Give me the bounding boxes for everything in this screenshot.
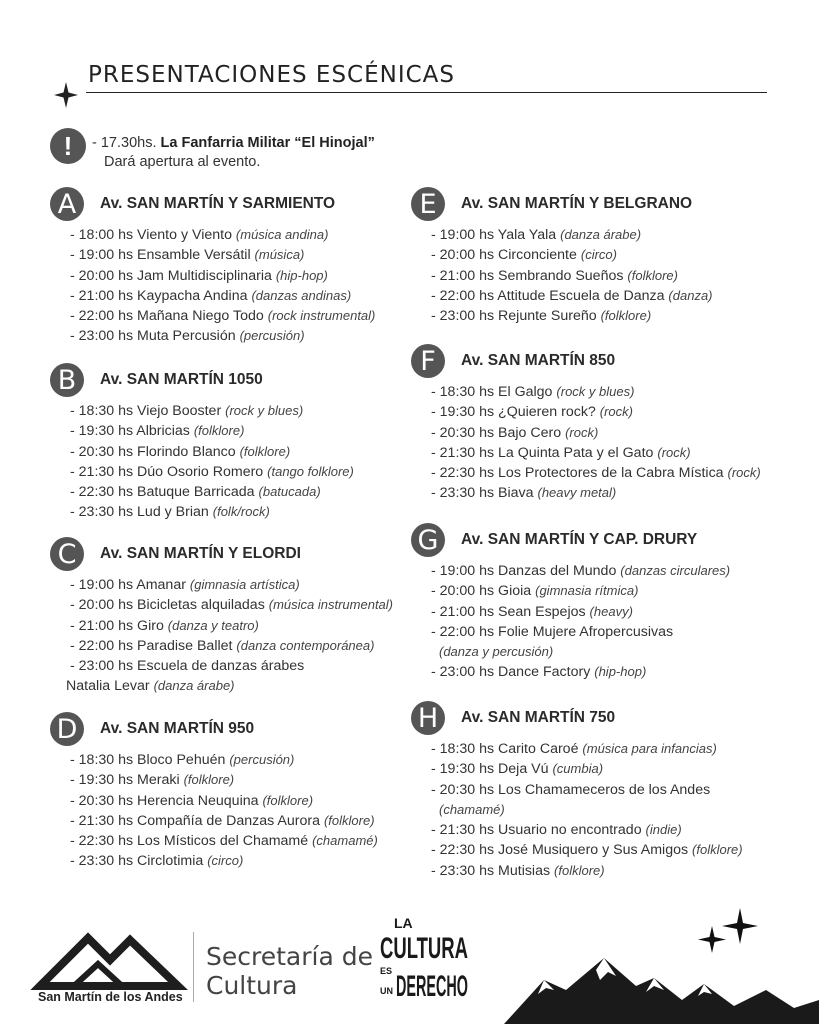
schedule-item-text: - 19:30 hs Deja Vú: [431, 761, 549, 778]
schedule-item-genre: (chamamé): [312, 833, 378, 849]
venue-letter-badge: F: [411, 344, 445, 378]
schedule-item-genre: (rock y blues): [556, 384, 635, 399]
schedule-item-text: - 20:30 hs Herencia Neuquina: [70, 792, 259, 809]
schedule-item-genre: (folklore): [193, 423, 245, 439]
schedule-item-genre: (danza): [668, 287, 713, 303]
schedule-item-genre: (gimnasia artística): [189, 577, 300, 592]
schedule-item-text: - 21:00 hs Sembrando Sueños: [431, 267, 624, 284]
schedule-item-text: - 22:00 hs Mañana Niego Todo: [70, 308, 264, 325]
schedule-item: [50, 245, 430, 265]
venue-block-c: [50, 537, 430, 697]
schedule-item: [411, 561, 791, 581]
schedule-item-genre: (circo): [207, 853, 244, 869]
schedule-item-text: - 21:30 hs La Quinta Pata y el Gato: [431, 444, 654, 461]
schedule-item-genre: (folklore): [600, 308, 652, 324]
schedule-item-text: - 19:00 hs Amanar: [70, 577, 186, 593]
cultura-derecho-logo: [378, 914, 470, 1003]
schedule-item-genre: (danza árabe): [153, 678, 235, 694]
venue-block-b: [50, 363, 430, 523]
mountain-logo-icon: [38, 928, 180, 990]
schedule-item-text: - 21:30 hs Dúo Osorio Romero: [70, 463, 264, 480]
schedule-item: [411, 382, 791, 402]
schedule-item-text: - 23:30 hs Circlotimia: [70, 853, 204, 870]
schedule-list: [50, 575, 430, 697]
schedule-item: [50, 656, 430, 676]
schedule-list: [411, 225, 791, 326]
schedule-item-genre: (hip-hop): [275, 267, 328, 283]
schedule-item: [50, 750, 430, 770]
schedule-item-text: - 22:30 hs Los Místicos del Chamamé: [70, 833, 309, 850]
schedule-list: [411, 561, 791, 683]
schedule-item: [411, 800, 791, 820]
schedule-item: [411, 581, 791, 601]
schedule-item-text: - 22:00 hs Paradise Ballet: [70, 637, 233, 654]
schedule-item-text: - 23:00 hs Dance Factory: [431, 664, 591, 681]
schedule-item-genre: (folklore): [627, 267, 678, 283]
venue-location: Av. SAN MARTÍN 950: [100, 720, 255, 737]
venue-header: [411, 344, 791, 378]
schedule-item-genre: (música para infancias): [582, 741, 717, 756]
schedule-item-text: - 21:00 hs Giro: [70, 617, 164, 634]
venue-header: [50, 712, 430, 746]
schedule-item: [50, 831, 430, 851]
schedule-item: [50, 575, 430, 595]
schedule-item-text: - 23:30 hs Lud y Brian: [70, 504, 209, 521]
schedule-item-genre: (folklore): [183, 772, 235, 788]
schedule-item: [50, 811, 430, 831]
footer-separator: [193, 932, 194, 1002]
venue-letter-badge: G: [411, 523, 445, 557]
schedule-item-text: - 23:30 hs Biava: [431, 485, 534, 502]
schedule-item-text: - 20:30 hs Florindo Blanco: [70, 443, 236, 460]
venue-header: [50, 363, 430, 397]
schedule-item-text: - 20:00 hs Circonciente: [431, 247, 577, 264]
svg-text:ES: ES: [380, 966, 393, 976]
schedule-item: [411, 266, 791, 286]
venue-letter-badge: A: [50, 187, 84, 221]
schedule-item: [50, 421, 430, 441]
schedule-item: [411, 443, 791, 463]
opening-time: - 17.30hs.: [92, 135, 157, 151]
schedule-item: [411, 602, 791, 622]
schedule-item: [411, 245, 791, 265]
schedule-item: [50, 306, 430, 326]
schedule-item-genre: (circo): [580, 247, 617, 263]
schedule-item-genre: (danza y percusión): [439, 644, 554, 660]
schedule-item-genre: (folklore): [554, 862, 605, 878]
svg-text:LA: LA: [394, 915, 413, 931]
schedule-item: [411, 402, 791, 422]
secretaria-line-2: Cultura: [206, 971, 298, 1000]
schedule-item-genre: (folklore): [323, 812, 375, 828]
schedule-item-text: - 22:30 hs Batuque Barricada: [70, 484, 255, 501]
schedule-item-text: - 20:00 hs Bicicletas alquiladas: [70, 597, 265, 614]
schedule-item-genre: (heavy): [589, 603, 633, 619]
schedule-item: [411, 759, 791, 779]
schedule-item: [50, 482, 430, 502]
schedule-item-text: Natalia Levar: [66, 678, 150, 695]
schedule-item-text: - 21:00 hs Sean Espejos: [431, 603, 586, 620]
schedule-item: [50, 616, 430, 636]
schedule-item: [50, 636, 430, 656]
municipality-name: San Martín de los Andes: [38, 990, 183, 1004]
schedule-item-genre: (rock): [727, 465, 761, 481]
venue-block-e: [411, 187, 791, 326]
schedule-item-genre: (rock y blues): [225, 403, 304, 418]
schedule-item-genre: (rock): [565, 424, 599, 440]
venue-header: [50, 537, 430, 571]
schedule-item-text: - 22:00 hs Attitude Escuela de Danza: [431, 287, 665, 304]
schedule-item-text: - 19:00 hs Ensamble Versátil: [70, 247, 251, 264]
schedule-item: [50, 676, 430, 696]
schedule-list: [50, 750, 430, 872]
schedule-item: [50, 595, 430, 615]
schedule-item: [50, 286, 430, 306]
schedule-item-genre: (chamamé): [439, 801, 505, 817]
schedule-item: [411, 306, 791, 326]
schedule-item: [50, 401, 430, 421]
secretaria-line-1: Secretaría de: [206, 942, 373, 971]
schedule-item: [411, 642, 791, 662]
schedule-item-text: - 19:30 hs ¿Quieren rock?: [431, 404, 596, 421]
svg-text:UN: UN: [380, 986, 393, 996]
venue-location: Av. SAN MARTÍN 1050: [100, 371, 263, 388]
page-title: PRESENTACIONES ESCÉNICAS: [88, 62, 456, 88]
schedule-item: [50, 770, 430, 790]
venue-letter-badge: B: [50, 363, 84, 397]
schedule-item: [50, 791, 430, 811]
schedule-item-text: - 19:00 hs Yala Yala: [431, 227, 557, 243]
venue-location: Av. SAN MARTÍN 750: [461, 709, 616, 726]
schedule-item-text: - 20:30 hs Bajo Cero: [431, 424, 562, 441]
venue-block-g: [411, 523, 791, 683]
schedule-item-text: - 19:00 hs Danzas del Mundo: [431, 563, 617, 579]
sparkle-icon: [54, 82, 78, 108]
venue-block-a: [50, 187, 430, 347]
schedule-item-text: - 23:30 hs Mutisias: [431, 862, 551, 879]
schedule-item-genre: (hip-hop): [594, 664, 647, 680]
schedule-item: [411, 423, 791, 443]
schedule-item-text: - 23:00 hs Muta Percusión: [70, 328, 236, 345]
schedule-item-text: - 21:30 hs Usuario no encontrado: [431, 822, 642, 839]
schedule-item-genre: (música): [254, 247, 305, 263]
schedule-item-genre: (batucada): [258, 484, 321, 500]
schedule-item: [50, 326, 430, 346]
venue-location: Av. SAN MARTÍN Y ELORDI: [100, 545, 301, 562]
schedule-item: [411, 861, 791, 881]
schedule-item-text: - 18:00 hs Viento y Viento: [70, 227, 232, 243]
schedule-item-genre: (gimnasia rítmica): [535, 583, 639, 599]
schedule-item: [411, 483, 791, 503]
title-divider: [86, 92, 767, 93]
venue-header: [411, 523, 791, 557]
venue-location: Av. SAN MARTÍN Y BELGRANO: [461, 195, 693, 212]
schedule-list: [50, 401, 430, 523]
schedule-item: [50, 266, 430, 286]
venue-location: Av. SAN MARTÍN Y SARMIENTO: [100, 195, 336, 212]
venue-block-h: [411, 701, 791, 881]
opening-note: Dará apertura al evento.: [104, 154, 261, 170]
venue-header: [411, 187, 791, 221]
schedule-item: [411, 739, 791, 759]
schedule-item-text: - 19:30 hs Albricias: [70, 423, 190, 440]
venue-letter-badge: E: [411, 187, 445, 221]
schedule-item-text: - 23:00 hs Rejunte Sureño: [431, 308, 597, 325]
venue-location: Av. SAN MARTÍN 850: [461, 352, 616, 369]
schedule-item: [411, 225, 791, 245]
schedule-item-text: - 20:00 hs Jam Multidisciplinaria: [70, 267, 272, 284]
schedule-item-genre: (rock instrumental): [267, 308, 376, 324]
secretaria-text: [206, 942, 373, 1000]
schedule-list: [411, 739, 791, 881]
schedule-item-genre: (danza contemporánea): [236, 637, 375, 653]
schedule-item-text: - 20:30 hs Los Chamameceros de los Andes: [431, 781, 711, 798]
schedule-item-text: - 18:30 hs El Galgo: [431, 384, 553, 400]
schedule-item: [50, 442, 430, 462]
schedule-item: [50, 851, 430, 871]
schedule-item: [411, 622, 791, 642]
schedule-item-text: - 19:30 hs Meraki: [70, 772, 180, 789]
schedule-item-genre: (percusión): [229, 752, 295, 767]
venue-letter-badge: D: [50, 712, 84, 746]
opening-performer: La Fanfarria Militar “El Hinojal”: [160, 135, 375, 151]
schedule-item-genre: (música andina): [235, 227, 329, 242]
schedule-item: [411, 820, 791, 840]
svg-text:DERECHO: DERECHO: [396, 970, 468, 1003]
schedule-item-genre: (danza árabe): [560, 227, 642, 242]
schedule-item-text: - 22:30 hs Los Protectores de la Cabra Mística: [431, 465, 724, 482]
svg-text:CULTURA: CULTURA: [380, 932, 468, 965]
opening-act: [92, 134, 375, 172]
schedule-item: [411, 662, 791, 682]
schedule-item: [50, 225, 430, 245]
schedule-item-genre: (danzas circulares): [620, 563, 731, 578]
schedule-item-genre: (folklore): [262, 792, 314, 808]
schedule-item-genre: (heavy metal): [537, 485, 617, 501]
schedule-item-genre: (danzas andinas): [251, 287, 352, 303]
schedule-item-text: - 22:00 hs Folie Mujere Afropercusivas: [431, 623, 674, 640]
schedule-item-text: - 20:00 hs Gioia: [431, 583, 532, 600]
schedule-item-text: - 23:00 hs Escuela de danzas árabes: [70, 658, 305, 675]
schedule-item-genre: (rock): [599, 404, 633, 420]
venue-letter-badge: H: [411, 701, 445, 735]
schedule-item-genre: (folk/rock): [212, 504, 270, 520]
schedule-item-genre: (percusión): [239, 328, 305, 344]
schedule-item-genre: (folklore): [692, 842, 743, 858]
schedule-item-genre: (indie): [645, 822, 682, 838]
schedule-item: [411, 840, 791, 860]
schedule-item-text: - 18:30 hs Viejo Booster: [70, 403, 222, 419]
schedule-item-text: - 21:30 hs Compañía de Danzas Aurora: [70, 812, 321, 829]
schedule-list: [50, 225, 430, 347]
schedule-item-text: - 18:30 hs Bloco Pehuén: [70, 752, 226, 768]
venue-header: [50, 187, 430, 221]
schedule-item-genre: (danza y teatro): [167, 617, 259, 633]
venue-location: Av. SAN MARTÍN Y CAP. DRURY: [461, 531, 698, 548]
schedule-item: [411, 286, 791, 306]
schedule-item-genre: (cumbia): [552, 761, 604, 777]
schedule-item: [50, 462, 430, 482]
schedule-item: [50, 502, 430, 522]
venue-letter-badge: C: [50, 537, 84, 571]
venue-block-d: [50, 712, 430, 872]
schedule-item: [411, 463, 791, 483]
mountains-illustration: [504, 950, 819, 1024]
exclamation-icon: !: [50, 128, 86, 164]
schedule-item-genre: (rock): [657, 444, 691, 460]
schedule-item-genre: (tango folklore): [267, 463, 354, 479]
schedule-item-genre: (música instrumental): [268, 597, 394, 613]
venue-block-f: [411, 344, 791, 504]
venue-header: [411, 701, 791, 735]
schedule-list: [411, 382, 791, 504]
schedule-item-text: - 18:30 hs Carito Caroé: [431, 741, 579, 757]
schedule-item-text: - 21:00 hs Kaypacha Andina: [70, 287, 248, 304]
schedule-item: [411, 780, 791, 800]
schedule-item-genre: (folklore): [239, 443, 291, 459]
schedule-item-text: - 22:30 hs José Musiquero y Sus Amigos: [431, 842, 689, 859]
